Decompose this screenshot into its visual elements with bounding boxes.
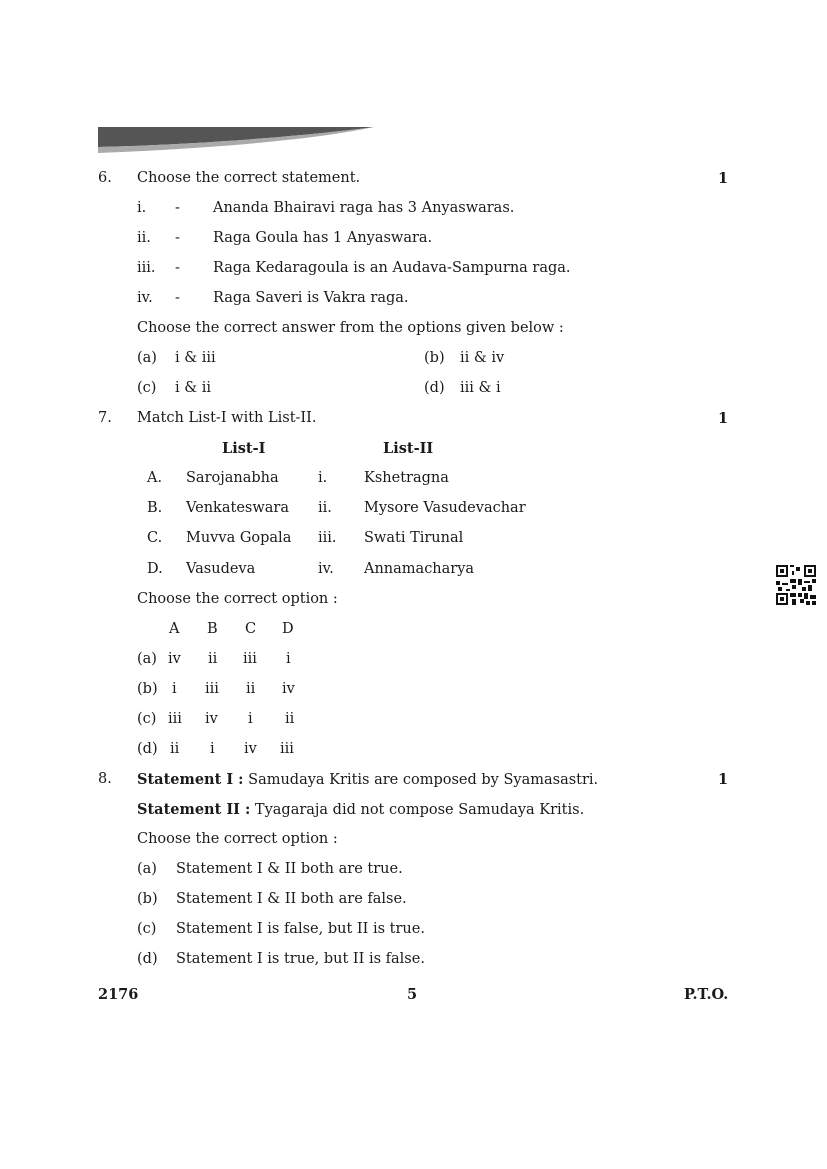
match-row-roman: iv.: [318, 561, 334, 577]
q8-option-label: (b): [137, 891, 158, 907]
q6-statement-text: Raga Kedaragoula is an Audava-Sampurna raga.: [213, 260, 571, 276]
q7-option-value: ii: [208, 651, 218, 667]
q8-number: 8.: [98, 771, 112, 787]
statement-1-label: Statement I :: [137, 771, 244, 788]
q7-option-value: ii: [170, 741, 180, 757]
q6-statement-dash: -: [175, 230, 180, 246]
q8-option-text: Statement I is false, but II is true.: [176, 921, 425, 937]
q7-option-value: ii: [246, 681, 256, 697]
q6-number: 6.: [98, 170, 112, 186]
q6-statement-num: iii.: [137, 260, 156, 276]
q8-statement-2: [137, 801, 584, 818]
q8-marks: 1: [718, 771, 729, 788]
list2-header: List-II: [383, 440, 434, 457]
match-row-match: Swati Tirunal: [364, 530, 464, 546]
q7-option-value: i: [286, 651, 291, 667]
q6-statement-dash: -: [175, 290, 180, 306]
q7-number: 7.: [98, 410, 112, 426]
q7-option-value: iii: [280, 741, 294, 757]
match-row-match: Annamacharya: [364, 561, 475, 577]
q8-option-label: (c): [137, 921, 157, 937]
q6-option-text: iii & i: [460, 380, 501, 396]
q6-option-label: (a): [137, 350, 157, 366]
q6-statement-text: Ananda Bhairavi raga has 3 Anyaswaras.: [213, 200, 515, 216]
match-row-item: Vasudeva: [186, 561, 256, 577]
statement-2-label: Statement II :: [137, 801, 251, 818]
q8-option-text: Statement I & II both are false.: [176, 891, 407, 907]
q7-option-label: (a): [137, 651, 157, 667]
q6-statement-num: ii.: [137, 230, 151, 246]
q7-instruction: Choose the correct option :: [137, 591, 338, 607]
match-row-roman: ii.: [318, 500, 332, 516]
q8-option-text: Statement I & II both are true.: [176, 861, 403, 877]
q6-option-label: (b): [424, 350, 445, 366]
q7-option-label: (b): [137, 681, 158, 697]
q6-prompt: Choose the correct statement.: [137, 170, 361, 186]
q6-marks: 1: [718, 170, 729, 187]
q6-instruction: Choose the correct answer from the options given below :: [137, 320, 564, 336]
match-row-match: Mysore Vasudevachar: [364, 500, 526, 516]
match-row-letter: D.: [147, 561, 163, 577]
footer-page-number: 5: [407, 986, 418, 1003]
q8-instruction: Choose the correct option :: [137, 831, 338, 847]
q7-option-label: (d): [137, 741, 158, 757]
statement-1-text: Samudaya Kritis are composed by Syamasastri.: [243, 772, 599, 788]
q7-option-label: (c): [137, 711, 157, 727]
q6-statement-dash: -: [175, 260, 180, 276]
match-row-roman: iii.: [318, 530, 337, 546]
q6-statement-num: iv.: [137, 290, 153, 306]
match-row-letter: C.: [147, 530, 163, 546]
q8-option-text: Statement I is true, but II is false.: [176, 951, 425, 967]
header-decoration: [98, 127, 376, 153]
q6-option-label: (d): [424, 380, 445, 396]
q8-statement-1: [137, 771, 598, 788]
q7-prompt: Match List-I with List-II.: [137, 410, 317, 426]
q6-statement-dash: -: [175, 200, 180, 216]
q7-option-value: iii: [205, 681, 219, 697]
q8-option-label: (d): [137, 951, 158, 967]
q7-option-value: iii: [243, 651, 257, 667]
q7-column-header: D: [282, 621, 294, 637]
q6-option-label: (c): [137, 380, 157, 396]
footer-code: 2176: [98, 986, 139, 1003]
statement-2-text: Tyagaraja did not compose Samudaya Kritis.: [250, 802, 585, 818]
q7-option-value: ii: [285, 711, 295, 727]
match-row-item: Sarojanabha: [186, 470, 279, 486]
q7-option-value: i: [248, 711, 253, 727]
q7-option-value: iv: [205, 711, 218, 727]
q7-option-value: iv: [168, 651, 181, 667]
q8-option-label: (a): [137, 861, 157, 877]
q7-option-value: iv: [244, 741, 257, 757]
q6-statement-text: Raga Saveri is Vakra raga.: [213, 290, 409, 306]
q7-column-header: A: [169, 621, 180, 637]
q7-option-value: i: [172, 681, 177, 697]
q7-option-value: iv: [282, 681, 295, 697]
qr-code-icon: [776, 565, 816, 605]
list1-header: List-I: [222, 440, 266, 457]
q6-option-text: ii & iv: [460, 350, 505, 366]
match-row-roman: i.: [318, 470, 328, 486]
q6-option-text: i & iii: [175, 350, 216, 366]
q7-marks: 1: [718, 410, 729, 427]
footer-pto: P.T.O.: [684, 986, 729, 1003]
q7-column-header: C: [245, 621, 257, 637]
q7-option-value: i: [210, 741, 215, 757]
match-row-letter: B.: [147, 500, 163, 516]
q7-option-value: iii: [168, 711, 182, 727]
q7-column-header: B: [207, 621, 218, 637]
match-row-item: Venkateswara: [186, 500, 289, 516]
q6-option-text: i & ii: [175, 380, 212, 396]
match-row-letter: A.: [147, 470, 163, 486]
q6-statement-num: i.: [137, 200, 147, 216]
match-row-item: Muvva Gopala: [186, 530, 292, 546]
match-row-match: Kshetragna: [364, 470, 449, 486]
q6-statement-text: Raga Goula has 1 Anyaswara.: [213, 230, 433, 246]
